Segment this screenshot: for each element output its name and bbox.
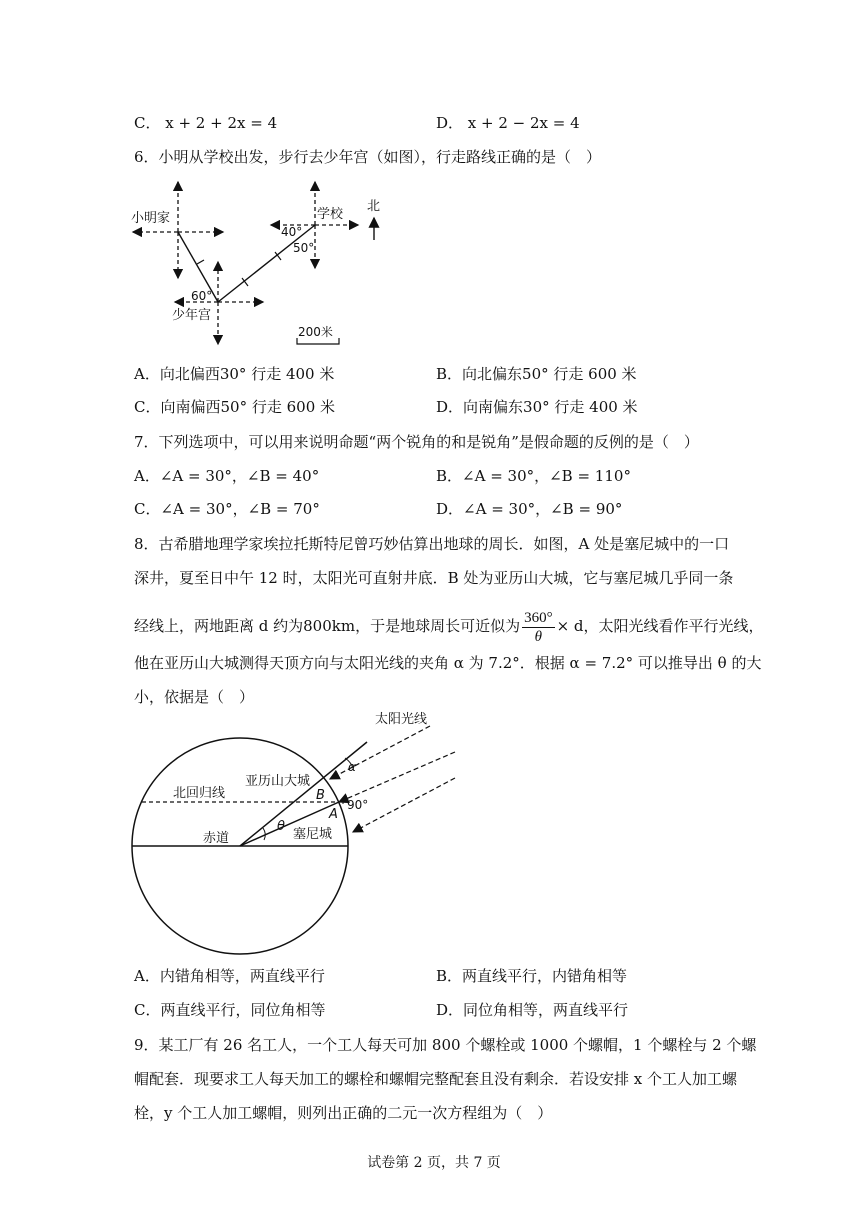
- syene-label: 塞尼城: [293, 827, 333, 842]
- theta-label: θ: [277, 819, 285, 834]
- q6-route-figure: [125, 178, 395, 350]
- q5-option-c: C． x + 2 + 2x = 4: [134, 114, 278, 132]
- angle-60-label: 60°: [191, 289, 213, 303]
- q9-line-1: 9．某工厂有 26 名工人，一个工人每天可加 800 个螺栓或 1000 个螺帽，1 个螺栓与 2 个螺: [134, 1036, 757, 1054]
- q8-option-a: A．内错角相等，两直线平行: [134, 967, 325, 985]
- q7-option-d: D．∠A = 30°，∠B = 90°: [436, 500, 623, 518]
- alpha-label: α: [348, 760, 356, 774]
- school-label: 学校: [317, 207, 344, 222]
- q6-option-d: D．向南偏东30° 行走 400 米: [436, 398, 638, 416]
- q6-option-c: C．向南偏西50° 行走 600 米: [134, 398, 335, 416]
- point-a-label: A: [329, 807, 338, 822]
- q8-line-2: 深井，夏至日中午 12 时，太阳光可直射井底．B 处为亚历山大城，它与塞尼城几乎同一条: [134, 569, 734, 587]
- palace-direction-cross: [175, 262, 263, 344]
- q8-option-c: C．两直线平行，同位角相等: [134, 1001, 326, 1019]
- q7-option-b: B．∠A = 30°，∠B = 110°: [436, 467, 631, 485]
- tropic-label: 北回归线: [173, 786, 226, 801]
- q8-option-b: B．两直线平行，内错角相等: [436, 967, 628, 985]
- q5-option-d: D． x + 2 − 2x = 4: [436, 114, 580, 132]
- q8-line-3-end: × d，太阳光线看作平行光线，: [556, 617, 764, 635]
- q8-line-3: [134, 604, 764, 648]
- q8-line-3-start: 经线上，两地距离 d 约为800km，于是地球周长可近似为: [134, 617, 521, 635]
- angle-50-label: 50°: [293, 241, 315, 255]
- q7-stem: 7．下列选项中，可以用来说明命题“两个锐角的和是锐角”是假命题的反例的是（ ）: [134, 433, 699, 451]
- q6-option-b: B．向北偏东50° 行走 600 米: [436, 365, 637, 383]
- q7-option-c: C．∠A = 30°，∠B = 70°: [134, 500, 320, 518]
- angle-90-label: 90°: [347, 798, 369, 812]
- q8-line-4: 他在亚历山大城测得天顶方向与太阳光线的夹角 α 为 7.2°．根据 α = 7.2° 可以推导出 θ 的大: [134, 654, 762, 672]
- sunlight-label: 太阳光线: [375, 712, 428, 727]
- page-footer: 试卷第 2 页，共 7 页: [367, 1155, 501, 1171]
- fraction-denominator: θ: [534, 628, 543, 645]
- point-b-label: B: [316, 788, 325, 803]
- circumference-fraction: [522, 609, 555, 646]
- q7-option-a: A．∠A = 30°，∠B = 40°: [134, 467, 320, 485]
- angle-40-label: 40°: [281, 225, 303, 239]
- fraction-numerator: 360°: [524, 609, 553, 626]
- scale-label: 200米: [298, 325, 333, 339]
- q9-line-3: 栓，y 个工人加工螺帽，则列出正确的二元一次方程组为（ ）: [134, 1104, 553, 1122]
- q8-line-5: 小，依据是（ ）: [134, 688, 255, 706]
- q8-line-1: 8．古希腊地理学家埃拉托斯特尼曾巧妙估算出地球的周长．如图，A 处是塞尼城中的一口: [134, 535, 730, 553]
- palace-label: 少年宫: [172, 308, 212, 323]
- alexandria-label: 亚历山大城: [245, 774, 311, 789]
- q9-line-2: 帽配套．现要求工人每天加工的螺栓和螺帽完整配套且没有剩余．若设安排 x 个工人加工螺: [134, 1070, 737, 1088]
- sun-rays: [330, 726, 455, 832]
- q6-stem: 6．小明从学校出发，步行去少年宫（如图），行走路线正确的是（ ）: [134, 148, 602, 166]
- earth-sunlight-figure: [125, 706, 465, 960]
- home-label: 小明家: [131, 211, 171, 226]
- equator-label: 赤道: [203, 831, 230, 846]
- north-label: 北: [367, 199, 381, 214]
- q6-option-a: A．向北偏西30° 行走 400 米: [134, 365, 335, 383]
- home-direction-cross: [133, 182, 223, 278]
- q8-option-d: D．同位角相等，两直线平行: [436, 1001, 629, 1019]
